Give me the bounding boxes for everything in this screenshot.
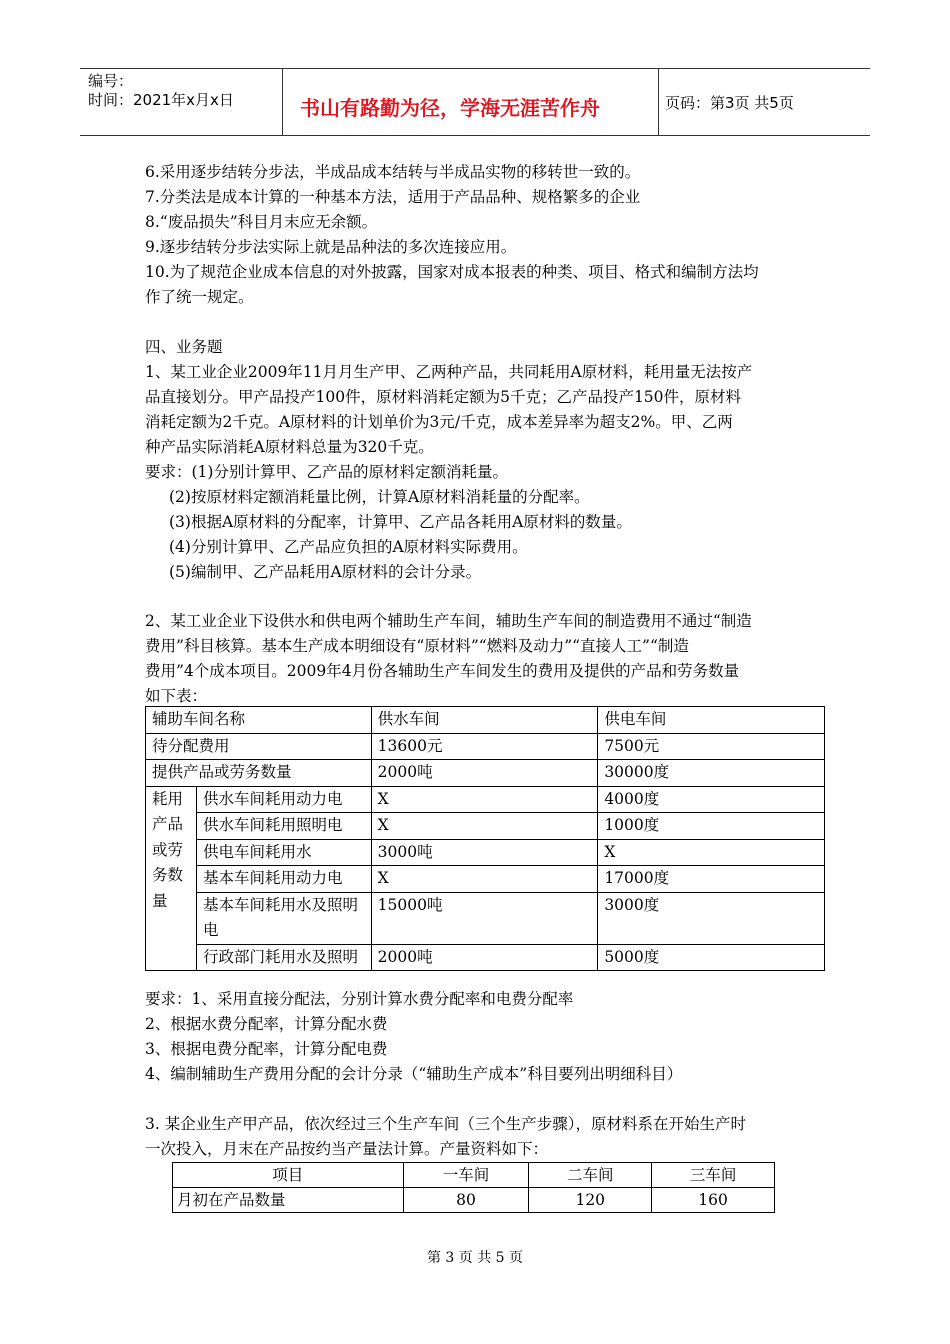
header-divider-left <box>282 68 283 136</box>
problem1-text: 1、某工业企业2009年11月月生产甲、乙两种产品，共同耗用A原材料，耗用量无法按产 <box>145 363 753 381</box>
group-label-line: 或劳 <box>152 840 184 859</box>
table-cell: 项目 <box>173 1163 404 1188</box>
judgment-item: 8.“废品损失”科目月末应无余额。 <box>145 213 378 231</box>
judgment-item: 6.采用逐步结转分步法，半成品成本结转与半成品实物的移转世一致的。 <box>145 163 641 181</box>
table-cell: 1000度 <box>598 813 825 840</box>
table-header-row <box>146 707 825 734</box>
table-header-row <box>173 1163 775 1188</box>
problem2-requirement: 4、编制辅助生产费用分配的会计分录（“辅助生产成本”科目要列出明细科目） <box>145 1065 683 1083</box>
header-divider-right <box>658 68 659 136</box>
group-label-line: 量 <box>152 891 168 910</box>
group-label-line: 务数 <box>152 866 184 884</box>
table-cell: 4000度 <box>598 786 825 813</box>
table-cell: 3000吨 <box>371 839 598 866</box>
problem1-text: 消耗定额为2千克。A原材料的计划单价为3元/千克，成本差异率为超支2%。甲、乙两 <box>145 413 733 431</box>
table-cell: 2000吨 <box>371 760 598 787</box>
problem2-requirement: 2、根据水费分配率，计算分配水费 <box>145 1015 388 1033</box>
problem2-requirement: 要求：1、采用直接分配法，分别计算水费分配率和电费分配率 <box>145 990 574 1008</box>
judgment-item: 7.分类法是成本计算的一种基本方法，适用于产品品种、规格繁多的企业 <box>145 188 641 206</box>
judgment-item-continued: 作了统一规定。 <box>145 288 254 306</box>
table-cell: 120 <box>529 1188 652 1213</box>
table-cell: X <box>371 866 598 893</box>
table-cell: 行政部门耗用水及照明 <box>196 944 371 971</box>
table-cell: 供水车间耗用照明电 <box>196 813 371 840</box>
problem1-requirement: 要求：(1)分别计算甲、乙产品的原材料定额消耗量。 <box>145 463 508 481</box>
problem1-requirement: (3)根据A原材料的分配率，计算甲、乙产品各耗用A原材料的数量。 <box>169 513 632 531</box>
group-label-line: 产品 <box>152 815 184 833</box>
problem1-requirement: (2)按原材料定额消耗量比例，计算A原材料消耗量的分配率。 <box>169 488 590 506</box>
table-cell: X <box>371 786 598 813</box>
production-quantity-table <box>172 1162 775 1213</box>
problem1-requirement: (4)分别计算甲、乙产品应负担的A原材料实际费用。 <box>169 538 528 556</box>
table-cell: 3000度 <box>598 892 825 944</box>
doc-time-label: 时间：2021年x月x日 <box>88 91 234 109</box>
problem2-requirement: 3、根据电费分配率，计算分配电费 <box>145 1040 388 1058</box>
table-cell: 13600元 <box>371 733 598 760</box>
table-row <box>146 786 825 813</box>
table-cell: 待分配费用 <box>146 733 372 760</box>
table-cell: 二车间 <box>529 1163 652 1188</box>
table-cell: X <box>598 839 825 866</box>
header-top-rule <box>80 68 870 69</box>
problem1-requirement: (5)编制甲、乙产品耗用A原材料的会计分录。 <box>169 563 482 581</box>
table-row <box>146 760 825 787</box>
judgment-item: 10.为了规范企业成本信息的对外披露，国家对成本报表的种类、项目、格式和编制方法均 <box>145 263 759 281</box>
table-cell: 供电车间 <box>598 707 825 734</box>
usage-group-label <box>146 786 197 971</box>
table-row <box>146 892 825 944</box>
table-row <box>146 733 825 760</box>
problem3-text: 3. 某企业生产甲产品，依次经过三个生产车间（三个生产步骤），原材料系在开始生产时 <box>145 1115 746 1133</box>
table-cell: 15000吨 <box>371 892 598 944</box>
table-cell: 30000度 <box>598 760 825 787</box>
table-cell: 17000度 <box>598 866 825 893</box>
table-row <box>146 839 825 866</box>
table-cell: 供电车间耗用水 <box>196 839 371 866</box>
table-cell: 7500元 <box>598 733 825 760</box>
header-motto: 书山有路勤为径，学海无涯苦作舟 <box>300 96 600 120</box>
problem2-text: 费用”科目核算。基本生产成本明细设有“原材料”“燃料及动力”“直接人工”“制造 <box>145 637 689 655</box>
table-cell: 5000度 <box>598 944 825 971</box>
table-cell: 辅助车间名称 <box>146 707 372 734</box>
table-cell: 月初在产品数量 <box>173 1188 404 1213</box>
group-label-line: 耗用 <box>152 789 184 808</box>
section-title: 四、业务题 <box>145 338 223 356</box>
table-cell: 供水车间耗用动力电 <box>196 786 371 813</box>
problem1-text: 种产品实际消耗A原材料总量为320千克。 <box>145 438 434 456</box>
judgment-item: 9.逐步结转分步法实际上就是品种法的多次连接应用。 <box>145 238 517 256</box>
page-indicator: 页码：第3页 共5页 <box>665 94 794 112</box>
table-cell: 三车间 <box>652 1163 775 1188</box>
problem2-text: 如下表： <box>145 687 208 705</box>
table-row <box>146 813 825 840</box>
problem1-text: 品直接划分。甲产品投产100件，原材料消耗定额为5千克；乙产品投产150件，原材料 <box>145 388 742 406</box>
problem2-text: 费用”4个成本项目。2009年4月份各辅助生产车间发生的费用及提供的产品和劳务数量 <box>145 662 740 680</box>
table-cell: 基本车间耗用动力电 <box>196 866 371 893</box>
problem3-text: 一次投入，月末在产品按约当产量法计算。产量资料如下： <box>145 1140 549 1158</box>
table-cell: 基本车间耗用水及照明电 <box>196 892 371 944</box>
table-cell: 提供产品或劳务数量 <box>146 760 372 787</box>
table-row <box>173 1188 775 1213</box>
table-row <box>146 944 825 971</box>
table-cell: 80 <box>403 1188 529 1213</box>
table-cell: 供水车间 <box>371 707 598 734</box>
doc-number-label: 编号： <box>88 72 134 90</box>
auxiliary-cost-table <box>145 706 825 971</box>
table-cell: 160 <box>652 1188 775 1213</box>
problem2-text: 2、某工业企业下设供水和供电两个辅助生产车间，辅助生产车间的制造费用不通过“制造 <box>145 612 752 630</box>
table-cell: 一车间 <box>403 1163 529 1188</box>
table-cell: 2000吨 <box>371 944 598 971</box>
page-footer: 第 3 页 共 5 页 <box>426 1250 524 1266</box>
table-cell: X <box>371 813 598 840</box>
header-bottom-rule <box>80 135 870 136</box>
table-row <box>146 866 825 893</box>
